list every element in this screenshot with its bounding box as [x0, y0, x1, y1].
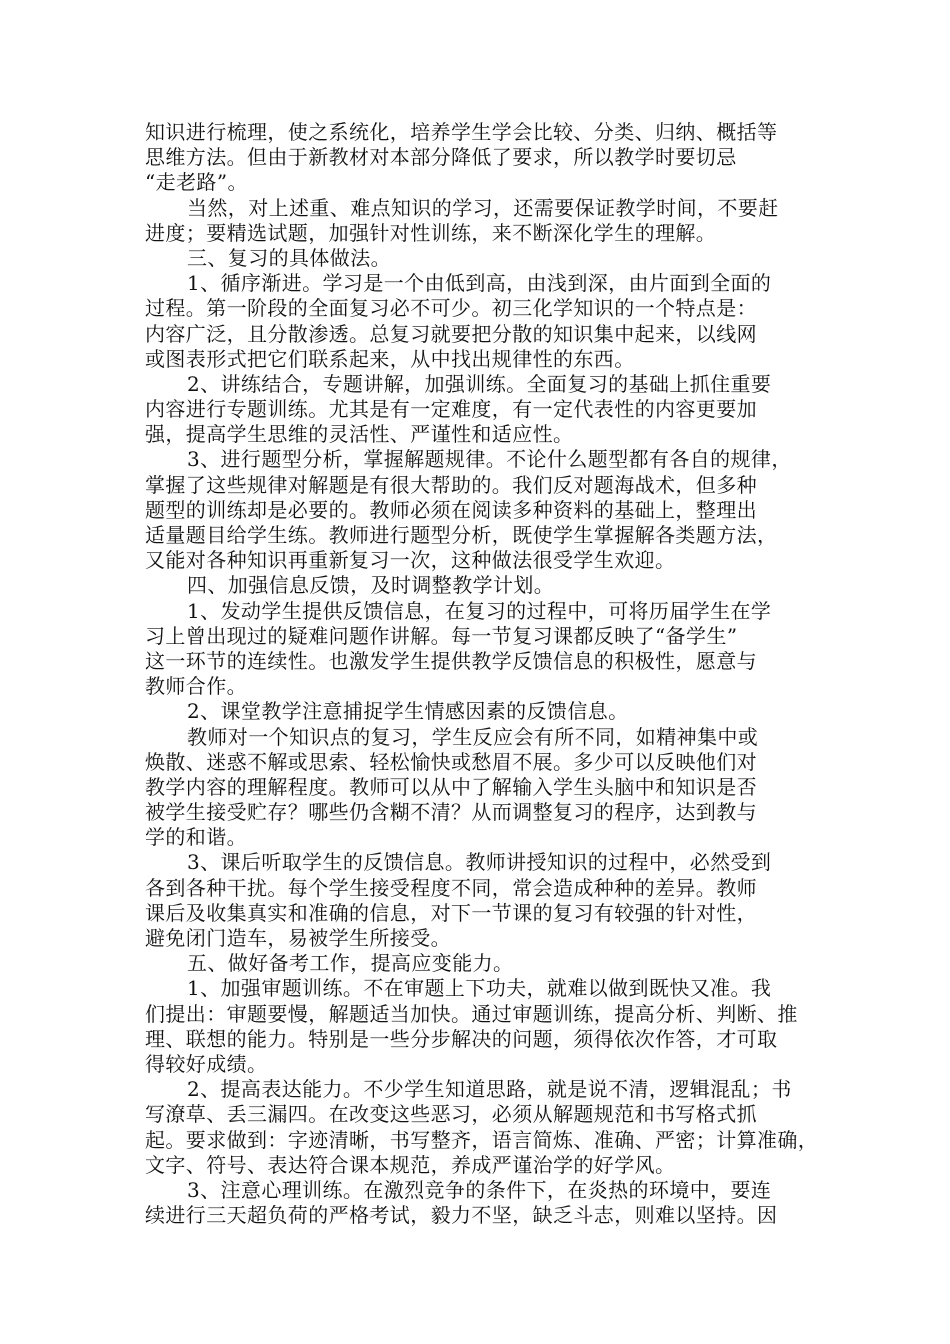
text-line: 3、注意心理训练。在激烈竞争的条件下，在炎热的环境中，要连 [187, 1177, 772, 1202]
text-line: 当然，对上述重、难点知识的学习，还需要保证教学时间，不要赶 [187, 195, 779, 220]
text-line: 2、课堂教学注意捕捉学生情感因素的反馈信息。 [187, 699, 629, 724]
text-line: 避免闭门造车，易被学生所接受。 [145, 926, 451, 950]
text-line: 2、提高表达能力。不少学生知道思路，就是说不清，逻辑混乱；书 [187, 1077, 792, 1102]
text-line: 习上曾出现过的疑难问题作讲解。每一节复习课都反映了“备学生” [145, 623, 738, 648]
text-line: 们提出：审题要慢，解题适当加快。通过审题训练，提高分析、判断、推 [145, 1001, 798, 1026]
text-line: 强，提高学生思维的灵活性、严谨性和适应性。 [145, 422, 574, 447]
text-line: 思维方法。但由于新教材对本部分降低了要求，所以教学时要切忌 [145, 145, 737, 170]
text-line: 教学内容的理解程度。教师可以从中了解输入学生头脑中和知识是否 [145, 774, 757, 799]
text-line: 1、加强审题训练。不在审题上下功夫，就难以做到既快又准。我 [187, 976, 772, 1001]
document-body [145, 120, 819, 1228]
text-line: 四、加强信息反馈，及时调整教学计划。 [187, 573, 555, 598]
text-line: 学的和谐。 [145, 825, 247, 850]
text-line: 这一环节的连续性。也激发学生提供教学反馈信息的积极性，愿意与 [145, 648, 757, 673]
text-line: 文字、符号、表达符合课本规范，养成严谨治学的好学风。 [145, 1152, 676, 1177]
text-line: 掌握了这些规律对解题是有很大帮助的。我们反对题海战术，但多种 [145, 472, 757, 497]
text-line: 1、循序渐进。学习是一个由低到高，由浅到深，由片面到全面的 [187, 271, 772, 296]
text-line: 起。要求做到：字迹清晰，书写整齐，语言简炼、准确、严密；计算准确， [145, 1127, 819, 1152]
text-line: 适量题目给学生练。教师进行题型分析，既使学生掌握解各类题方法， [145, 523, 778, 547]
text-line: 教师对一个知识点的复习，学生反应会有所不同，如精神集中或 [187, 724, 759, 749]
text-line: 2、讲练结合，专题讲解，加强训练。全面复习的基础上抓住重要 [187, 371, 772, 396]
text-line: 或图表形式把它们联系起来，从中找出规律性的东西。 [145, 346, 635, 371]
text-line: 课后及收集真实和准确的信息，对下一节课的复习有较强的针对性， [145, 900, 757, 925]
text-line: 内容广泛，且分散渗透。总复习就要把分散的知识集中起来，以线网 [145, 321, 757, 346]
text-line: 五、做好备考工作，提高应变能力。 [187, 951, 514, 976]
text-line: “走老路”。 [145, 170, 248, 195]
text-line: 各到各种干扰。每个学生接受程度不同，常会造成种种的差异。教师 [145, 875, 757, 900]
text-line: 3、课后听取学生的反馈信息。教师讲授知识的过程中，必然受到 [187, 850, 772, 875]
text-line: 得较好成绩。 [145, 1051, 268, 1076]
text-line: 焕散、迷惑不解或思索、轻松愉快或愁眉不展。多少可以反映他们对 [145, 749, 757, 774]
text-line: 被学生接受贮存？哪些仍含糊不清？从而调整复习的程序，达到教与 [145, 800, 757, 825]
text-line: 1、发动学生提供反馈信息，在复习的过程中，可将历届学生在学 [187, 598, 772, 623]
text-line: 进度；要精选试题，加强针对性训练，来不断深化学生的理解。 [145, 220, 717, 245]
text-line: 题型的训练却是必要的。教师必须在阅读多种资料的基础上，整理出 [145, 497, 757, 522]
text-line: 3、进行题型分析，掌握解题规律。不论什么题型都有各自的规律， [187, 447, 792, 472]
text-line: 又能对各种知识再重新复习一次，这种做法很受学生欢迎。 [145, 548, 676, 573]
text-line: 续进行三天超负荷的严格考试，毅力不坚，缺乏斗志，则难以坚持。因 [145, 1203, 778, 1228]
text-line: 写潦草、丢三漏四。在改变这些恶习，必须从解题规范和书写格式抓 [145, 1102, 757, 1127]
text-line: 理、联想的能力。特别是一些分步解决的问题，须得依次作答，才可取 [145, 1026, 778, 1051]
text-line: 过程。第一阶段的全面复习必不可少。初三化学知识的一个特点是： [145, 296, 757, 321]
text-line: 知识进行梳理，使之系统化，培养学生学会比较、分类、归纳、概括等 [145, 120, 778, 144]
text-line: 内容进行专题训练。尤其是有一定难度，有一定代表性的内容更要加 [145, 397, 757, 422]
text-line: 教师合作。 [145, 674, 247, 699]
text-line: 三、复习的具体做法。 [187, 245, 391, 270]
